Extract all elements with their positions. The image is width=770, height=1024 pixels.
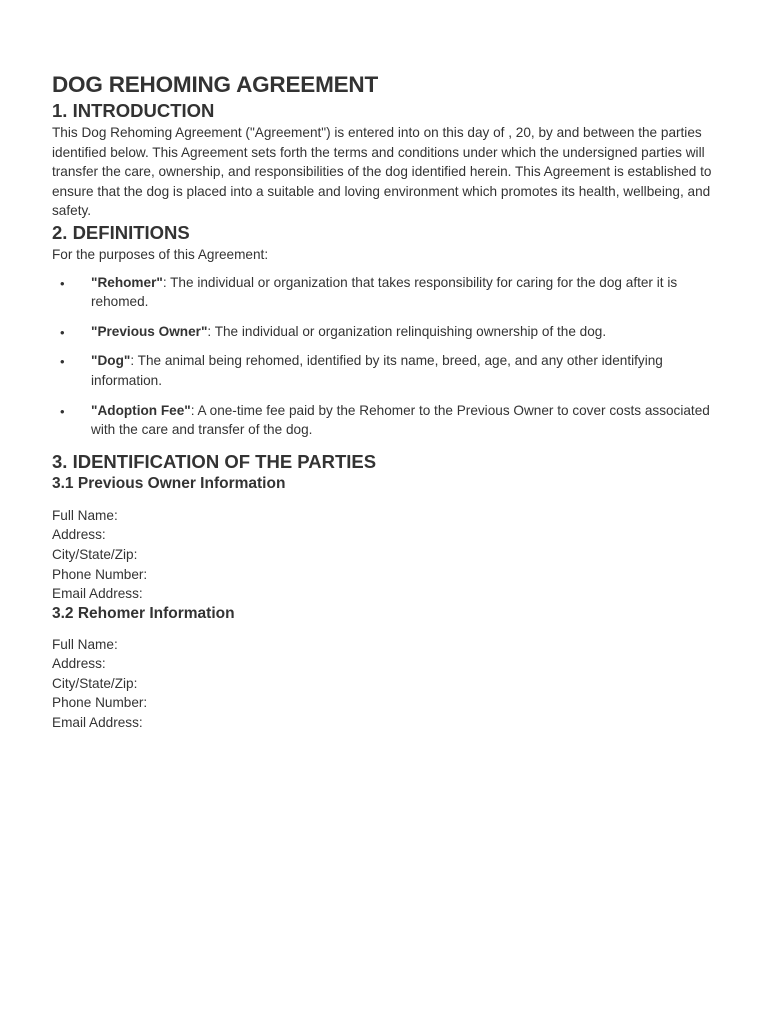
bullet-icon: • bbox=[60, 324, 65, 340]
definitions-lead: For the purposes of this Agreement: bbox=[52, 246, 269, 262]
previous-owner-phone-label: Phone Number: bbox=[52, 566, 148, 582]
rehomer-email-label: Email Address: bbox=[52, 715, 143, 731]
definition-term: "Rehomer" bbox=[91, 274, 163, 290]
definition-text: : The individual or organization that takes responsibility for caring for the dog after it is rehomed. bbox=[91, 274, 678, 310]
definitions-heading: 2. DEFINITIONS bbox=[52, 221, 190, 243]
previous-owner-fields bbox=[52, 506, 718, 604]
definition-item-rehomer bbox=[60, 273, 718, 312]
rehomer-phone-label: Phone Number: bbox=[52, 695, 148, 711]
definition-text: : A one-time fee paid by the Rehomer to the Previous Owner to cover costs associated with the care and transfer of the dog. bbox=[91, 402, 710, 438]
bullet-icon: • bbox=[60, 403, 65, 419]
introduction-paragraph: This Dog Rehoming Agreement ("Agreement") is entered into on this day of , 20, by and between the parties identified below. This Agreement sets forth the terms and conditions under which the undersigned parties will transfer the care, ownership, and responsibilities of the dog identified herein. This Agreement is established to ensure that the dog is placed into a suitable and loving environment which promotes its health, wellbeing, and safety. bbox=[52, 125, 712, 219]
previous-owner-address-label: Address: bbox=[52, 527, 106, 543]
definition-term: "Dog" bbox=[91, 353, 131, 369]
previous-owner-email-label: Email Address: bbox=[52, 586, 143, 602]
previous-owner-city-state-zip-label: City/State/Zip: bbox=[52, 546, 138, 562]
definition-text: : The individual or organization relinquishing ownership of the dog. bbox=[207, 323, 607, 339]
document-title: DOG REHOMING AGREEMENT bbox=[52, 72, 379, 97]
definition-term: "Adoption Fee" bbox=[91, 402, 191, 418]
definition-item-dog bbox=[60, 351, 718, 390]
definition-text: : The animal being rehomed, identified by its name, breed, age, and any other identifying information. bbox=[91, 353, 663, 388]
previous-owner-heading: 3.1 Previous Owner Information bbox=[52, 474, 286, 492]
definitions-list bbox=[52, 273, 718, 440]
bullet-icon: • bbox=[60, 275, 65, 291]
rehomer-fields bbox=[52, 635, 718, 733]
definition-item-adoption-fee bbox=[60, 401, 718, 440]
definition-term: "Previous Owner" bbox=[91, 323, 208, 339]
bullet-icon: • bbox=[60, 354, 65, 370]
previous-owner-full-name-label: Full Name: bbox=[52, 507, 118, 523]
parties-heading: 3. IDENTIFICATION OF THE PARTIES bbox=[52, 450, 377, 472]
rehomer-address-label: Address: bbox=[52, 656, 106, 672]
rehomer-heading: 3.2 Rehomer Information bbox=[52, 604, 235, 622]
introduction-heading: 1. INTRODUCTION bbox=[52, 100, 215, 121]
rehomer-full-name-label: Full Name: bbox=[52, 636, 118, 652]
rehomer-city-state-zip-label: City/State/Zip: bbox=[52, 675, 138, 691]
definition-item-previous-owner bbox=[60, 322, 718, 342]
